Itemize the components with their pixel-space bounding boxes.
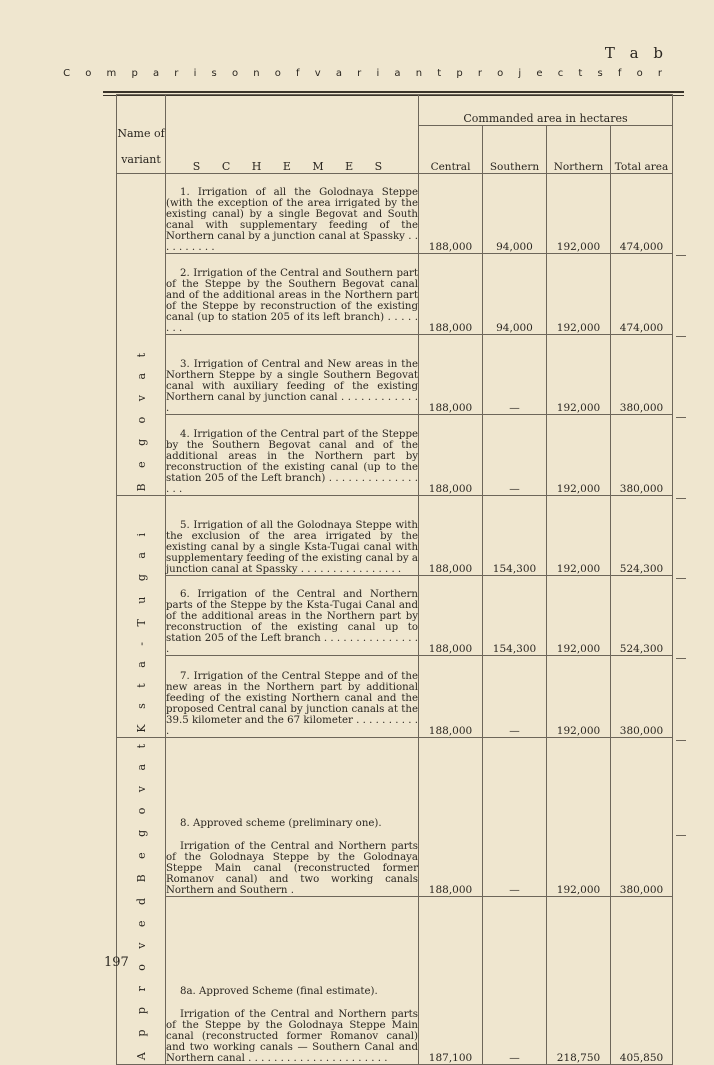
total-cell: 405,850 — [611, 897, 673, 1065]
header-southern: Southern — [483, 126, 547, 174]
table-label: T a b — [604, 44, 668, 62]
southern-cell: 154,300 — [483, 496, 547, 576]
southern-cell: — — [483, 335, 547, 415]
variant-group-approved-begovat — [117, 738, 166, 1065]
central-cell: 188,000 — [419, 174, 483, 254]
margin-tick — [676, 417, 686, 418]
table-row — [117, 738, 673, 897]
southern-cell: 94,000 — [483, 254, 547, 335]
central-cell: 188,000 — [419, 576, 483, 656]
table-row — [117, 174, 673, 254]
variant-group-begovat — [117, 174, 166, 496]
scheme-text: Irrigation of the Central and Northern parts of the Steppe by the Golodnaya Steppe Main canal (reconstructed former Romanov canal) and two working canals — Southern Canal and Northern canal . . . . . . . . . . . . . . . . . . . . . . — [166, 1009, 418, 1065]
northern-cell: 192,000 — [547, 174, 611, 254]
table-row — [117, 254, 673, 335]
scheme-cell — [166, 415, 419, 496]
scheme-text: 3. Irrigation of Central and New areas in the Northern Steppe by a single Southern Begovat canal with auxiliary feeding of the existing Northern canal by junction canal . . . . . . . . . . . . . — [166, 359, 418, 414]
central-cell: 188,000 — [419, 656, 483, 738]
total-cell: 380,000 — [611, 656, 673, 738]
southern-cell: — — [483, 656, 547, 738]
scheme-cell — [166, 738, 419, 897]
margin-tick — [676, 578, 686, 579]
northern-cell: 192,000 — [547, 335, 611, 415]
total-cell: 380,000 — [611, 738, 673, 897]
central-cell: 188,000 — [419, 738, 483, 897]
margin-tick — [676, 740, 686, 741]
header-schemes: S C H E M E S — [166, 95, 419, 174]
page-subtitle: C o m p a r i s o n o f v a r i a n t p r o j e c t s f o r — [63, 68, 668, 79]
total-cell: 380,000 — [611, 415, 673, 496]
scheme-cell — [166, 335, 419, 415]
northern-cell: 192,000 — [547, 496, 611, 576]
northern-cell: 192,000 — [547, 738, 611, 897]
scheme-cell — [166, 656, 419, 738]
scheme-text: Irrigation of the Central and Northern parts of the Golodnaya Steppe by the Golodnaya Steppe Main canal (reconstructed former Romanov canal) and two working canals Northern and Southern . — [166, 841, 418, 897]
header-total-area: Total area — [611, 126, 673, 174]
variant-group-ksta-tugai — [117, 496, 166, 738]
scheme-cell — [166, 576, 419, 656]
scheme-title: 8. Approved scheme (preliminary one). — [180, 818, 382, 830]
scheme-cell — [166, 174, 419, 254]
total-cell: 474,000 — [611, 174, 673, 254]
northern-cell: 192,000 — [547, 415, 611, 496]
southern-cell: — — [483, 415, 547, 496]
scheme-text: 1. Irrigation of all the Golodnaya Steppe (with the exception of the area irrigated by the existing canal) by a single Begovat and South canal with supplementary feeding of the Northern canal by a junction canal at Spassky . . . . . . . . . . — [166, 187, 418, 253]
southern-cell: — — [483, 897, 547, 1065]
header-northern: Northern — [547, 126, 611, 174]
scheme-text: 7. Irrigation of the Central Steppe and of the new areas in the Northern part by additional feeding of the existing Northern canal and the proposed Central canal by junction canals at the 39.5 kilometer and the 67 kilometer . . . . . . . . . . . — [166, 671, 418, 737]
central-cell: 188,000 — [419, 415, 483, 496]
margin-tick — [676, 498, 686, 499]
central-cell: 188,000 — [419, 254, 483, 335]
comparison-table — [116, 94, 673, 1065]
table-row — [117, 656, 673, 738]
margin-tick — [676, 658, 686, 659]
header-commanded-area: Commanded area in hectares — [419, 95, 673, 126]
scheme-cell — [166, 254, 419, 335]
southern-cell: 94,000 — [483, 174, 547, 254]
northern-cell: 192,000 — [547, 576, 611, 656]
total-cell: 474,000 — [611, 254, 673, 335]
total-cell: 524,300 — [611, 576, 673, 656]
variant-label: A p p r o v e d B e g o v a t — [134, 738, 148, 1061]
margin-tick — [676, 835, 686, 836]
table-row — [117, 335, 673, 415]
scheme-text: 2. Irrigation of the Central and Southern part of the Steppe by the Southern Begovat canal and of the additional areas in the Northern part of the Steppe by reconstruction of the existing canal (up to station 205 of its left branch) . . . . . . . . — [166, 268, 418, 334]
scheme-cell — [166, 897, 419, 1065]
header-name-of-variant: Name of variant — [117, 95, 166, 174]
table-row — [117, 576, 673, 656]
southern-cell: — — [483, 738, 547, 897]
margin-tick — [676, 336, 686, 337]
northern-cell: 192,000 — [547, 254, 611, 335]
northern-cell: 192,000 — [547, 656, 611, 738]
scheme-text: 5. Irrigation of all the Golodnaya Steppe with the exclusion of the area irrigated by the existing canal by a single Ksta-Tugai canal with supplementary feeding of the existing canal by a junction canal at Spassky . . . . . . . . . . . . . . . . — [166, 520, 418, 575]
table-row — [117, 897, 673, 1065]
central-cell: 188,000 — [419, 496, 483, 576]
variant-label: B e g o v a t — [134, 346, 148, 491]
southern-cell: 154,300 — [483, 576, 547, 656]
header-central: Central — [419, 126, 483, 174]
central-cell: 187,100 — [419, 897, 483, 1065]
central-cell: 188,000 — [419, 335, 483, 415]
total-cell: 380,000 — [611, 335, 673, 415]
top-rule — [103, 91, 684, 93]
northern-cell: 218,750 — [547, 897, 611, 1065]
scheme-cell — [166, 496, 419, 576]
table-row — [117, 496, 673, 576]
scheme-text: 6. Irrigation of the Central and Northern parts of the Steppe by the Ksta-Tugai Canal and of the additional areas in the Northern part by reconstruction of the existing canal up to station 205 of the Left branch . . . . . . . . . . . . . . . . — [166, 589, 418, 655]
variant-label: K s t a - T u g a i — [134, 527, 148, 733]
margin-tick — [676, 255, 686, 256]
scheme-title: 8a. Approved Scheme (final estimate). — [180, 986, 378, 998]
scheme-text: 4. Irrigation of the Central part of the Steppe by the Southern Begovat canal and of the additional areas in the Northern part by reconstruction of the existing canal (up to the station 205 of the Left branch) . . . . . . . . . . . . . . . . . — [166, 429, 418, 495]
table-row — [117, 415, 673, 496]
total-cell: 524,300 — [611, 496, 673, 576]
page-number: 197 — [104, 955, 129, 970]
